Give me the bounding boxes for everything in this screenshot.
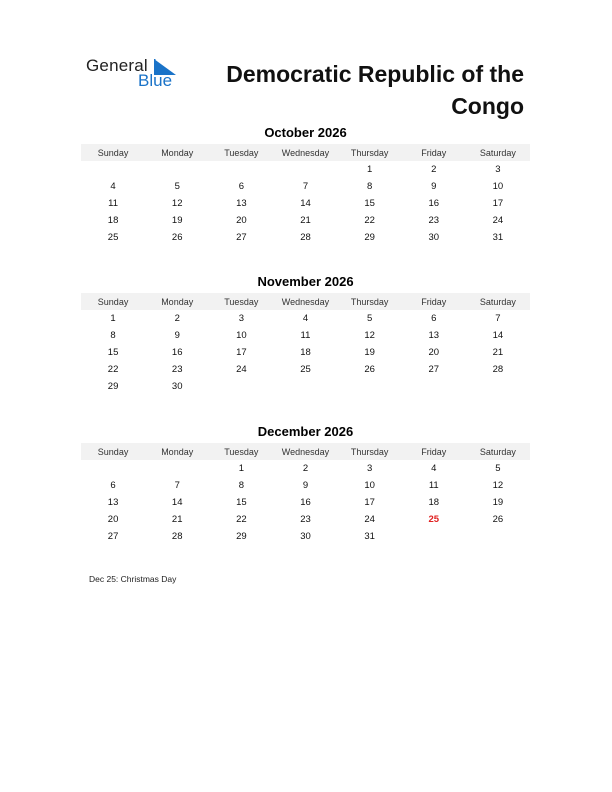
- day-cell: 29: [107, 381, 119, 392]
- day-cell: 4: [110, 181, 116, 192]
- day-cell: 28: [300, 232, 311, 243]
- week-row: [81, 528, 530, 545]
- day-cell: 15: [107, 347, 119, 358]
- day-cell: 31: [364, 531, 375, 542]
- day-cell: 1: [366, 164, 373, 175]
- day-cell: 22: [107, 364, 119, 375]
- week-row: [81, 327, 530, 344]
- day-cell: 6: [238, 181, 244, 192]
- day-cell: 18: [107, 215, 119, 226]
- day-cell: 2: [431, 164, 437, 175]
- week-row: [81, 310, 530, 327]
- week-row: [81, 212, 530, 229]
- holiday-note: Dec 25: Christmas Day: [89, 574, 177, 584]
- weekday-header: [81, 144, 530, 161]
- day-cell: 27: [236, 232, 247, 243]
- day-cell: 30: [428, 232, 440, 243]
- day-cell: 14: [492, 330, 504, 341]
- day-cell: 21: [300, 215, 311, 226]
- weekday-label: Saturday: [479, 446, 516, 457]
- week-row: [81, 344, 530, 361]
- day-cell: 4: [302, 313, 309, 324]
- day-cell: 30: [171, 381, 183, 392]
- day-cell: 31: [492, 232, 504, 243]
- day-cell: 24: [492, 215, 504, 226]
- day-cell: 21: [171, 514, 183, 525]
- week-row: [81, 229, 530, 246]
- week-row: [81, 460, 530, 477]
- weekday-label: Sunday: [97, 147, 129, 158]
- day-cell: 9: [302, 480, 309, 491]
- day-cell: 6: [110, 480, 116, 491]
- day-cell: 11: [428, 480, 439, 491]
- day-cell: 9: [174, 330, 180, 341]
- day-cell: 7: [174, 480, 180, 491]
- weekday-label: Tuesday: [224, 446, 259, 457]
- day-cell: 15: [364, 198, 375, 209]
- day-cell: 30: [300, 531, 311, 542]
- day-cell: 5: [366, 313, 373, 324]
- day-cell: 14: [171, 497, 183, 508]
- weekday-label: Friday: [421, 147, 447, 158]
- day-cell: 19: [364, 347, 375, 358]
- weekday-label: Wednesday: [281, 296, 330, 307]
- day-cell: 21: [492, 347, 504, 358]
- day-cell: 27: [107, 531, 119, 542]
- day-cell: 19: [492, 497, 504, 508]
- weekday-label: Tuesday: [224, 296, 259, 307]
- weekday-header: [81, 443, 530, 460]
- week-row: [81, 195, 530, 212]
- day-cell: 3: [366, 463, 373, 474]
- week-row: [81, 361, 530, 378]
- day-cell: 9: [431, 181, 437, 192]
- day-cell: 23: [428, 215, 440, 226]
- day-cell: 17: [364, 497, 375, 508]
- weekday-label: Saturday: [479, 296, 516, 307]
- page-title: Democratic Republic of the Congo: [226, 61, 524, 119]
- week-row: [81, 477, 530, 494]
- day-cell: 3: [495, 164, 501, 175]
- day-cell: 8: [110, 330, 116, 341]
- day-cell: 15: [236, 497, 247, 508]
- day-cell: 27: [428, 364, 440, 375]
- day-cell: 29: [364, 232, 375, 243]
- day-cell: 24: [364, 514, 375, 525]
- day-cell: 13: [236, 198, 247, 209]
- week-row: [81, 378, 530, 395]
- day-cell: 18: [428, 497, 440, 508]
- day-cell: 12: [492, 480, 504, 491]
- day-cell: 10: [236, 330, 247, 341]
- month-calendar-october: [81, 125, 530, 246]
- day-cell: 16: [171, 347, 183, 358]
- day-cell: 20: [428, 347, 440, 358]
- holiday-notes: [89, 574, 176, 584]
- week-row: [81, 178, 530, 195]
- day-cell: 2: [174, 313, 180, 324]
- weekday-label: Wednesday: [281, 446, 330, 457]
- day-cell: 11: [300, 330, 311, 341]
- day-cell: 13: [428, 330, 440, 341]
- day-cell: 13: [107, 497, 119, 508]
- day-cell: 29: [236, 531, 247, 542]
- day-cell: 10: [492, 181, 504, 192]
- month-title: October 2026: [264, 125, 347, 140]
- weekday-label: Tuesday: [224, 147, 259, 158]
- day-cell: 10: [364, 480, 375, 491]
- day-cell: 28: [171, 531, 183, 542]
- day-cell: 2: [302, 463, 309, 474]
- day-cell: 25: [107, 232, 119, 243]
- day-cell: 23: [171, 364, 183, 375]
- day-cell: 14: [300, 198, 311, 209]
- weekday-label: Monday: [161, 296, 194, 307]
- weekday-label: Thursday: [350, 296, 389, 307]
- day-cell: 28: [492, 364, 504, 375]
- day-cell: 17: [236, 347, 247, 358]
- month-title: December 2026: [257, 424, 354, 439]
- weekday-label: Monday: [161, 147, 194, 158]
- month-calendar-december: [81, 424, 530, 545]
- day-cell: 19: [171, 215, 183, 226]
- weekday-label: Friday: [421, 296, 447, 307]
- day-cell: 23: [300, 514, 311, 525]
- day-cell: 12: [364, 330, 375, 341]
- day-cell: 4: [431, 463, 437, 474]
- day-cell: 8: [238, 480, 244, 491]
- day-cell: 26: [492, 514, 504, 525]
- day-cell: 18: [300, 347, 311, 358]
- weekday-label: Sunday: [97, 446, 129, 457]
- week-row: [81, 161, 530, 178]
- holiday-day-cell: 25: [428, 514, 440, 525]
- day-cell: 20: [236, 215, 247, 226]
- month-calendar-november: [81, 274, 530, 395]
- day-cell: 16: [428, 198, 440, 209]
- week-row: [81, 494, 530, 511]
- day-cell: 1: [110, 313, 116, 324]
- logo-blue-text: Blue: [138, 71, 173, 90]
- logo-general-text: General: [86, 56, 148, 75]
- day-cell: 8: [366, 181, 373, 192]
- day-cell: 12: [171, 198, 183, 209]
- day-cell: 3: [238, 313, 244, 324]
- day-cell: 7: [495, 313, 501, 324]
- day-cell: 7: [302, 181, 309, 192]
- day-cell: 17: [492, 198, 504, 209]
- weekday-label: Friday: [421, 446, 447, 457]
- weekday-label: Monday: [161, 446, 194, 457]
- day-cell: 11: [108, 198, 118, 209]
- weekday-label: Wednesday: [281, 147, 330, 158]
- day-cell: 5: [174, 181, 180, 192]
- weekday-header: [81, 293, 530, 310]
- day-cell: 26: [364, 364, 375, 375]
- day-cell: 26: [171, 232, 183, 243]
- weekday-label: Thursday: [350, 147, 389, 158]
- logo: [86, 56, 186, 92]
- day-cell: 5: [495, 463, 501, 474]
- weekday-label: Thursday: [350, 446, 389, 457]
- day-cell: 22: [236, 514, 247, 525]
- day-cell: 25: [300, 364, 311, 375]
- day-cell: 1: [238, 463, 244, 474]
- day-cell: 6: [431, 313, 437, 324]
- weekday-label: Saturday: [479, 147, 516, 158]
- week-row: [81, 511, 530, 528]
- day-cell: 16: [300, 497, 311, 508]
- day-cell: 20: [107, 514, 119, 525]
- weekday-label: Sunday: [97, 296, 129, 307]
- day-cell: 24: [236, 364, 247, 375]
- month-title: November 2026: [257, 274, 354, 289]
- day-cell: 22: [364, 215, 375, 226]
